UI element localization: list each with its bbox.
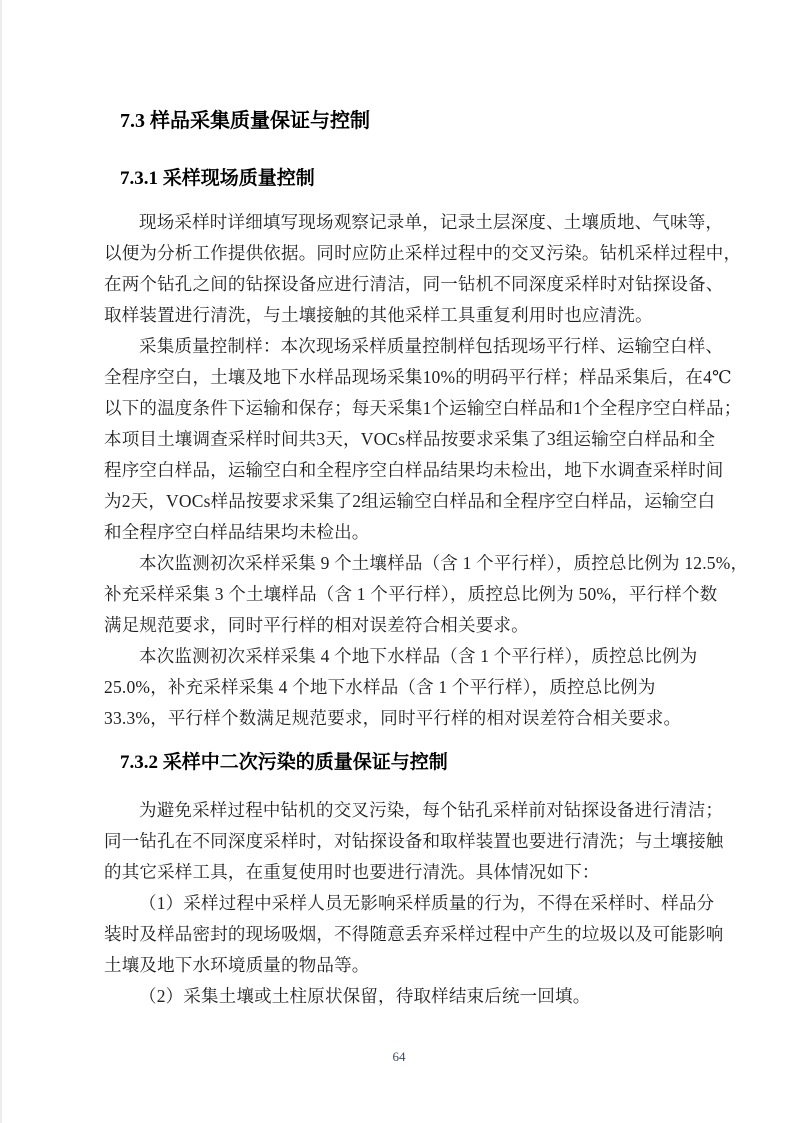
text-line: 本项目土壤调查采样时间共3天，VOCs样品按要求采集了3组运输空白样品和全 xyxy=(104,429,716,449)
text-line: 33.3%，平行样个数满足规范要求，同时平行样的相对误差符合相关要求。 xyxy=(104,708,682,728)
paragraph-soil-samples xyxy=(104,548,749,641)
paragraph-item-1 xyxy=(104,888,724,981)
text-line: 装时及样品密封的现场吸烟，不得随意丢弃采样过程中产生的垃圾以及可能影响 xyxy=(104,924,724,944)
text-line: 同一钻孔在不同深度采样时，对钻探设备和取样装置也要进行清洗；与土壤接触 xyxy=(104,831,724,851)
section-heading-7-3-1: 7.3.1 采样现场质量控制 xyxy=(120,168,315,189)
text-line: 现场采样时详细填写现场观察记录单，记录土层深度、土壤质地、气味等， xyxy=(139,212,724,232)
page-footer xyxy=(2,1048,794,1066)
text-line: 土壤及地下水环境质量的物品等。 xyxy=(104,955,370,975)
text-line: 满足规范要求，同时平行样的相对误差符合相关要求。 xyxy=(104,615,529,635)
page-content xyxy=(104,108,749,1012)
text-line: 25.0%，补充采样采集 4 个地下水样品（含 1 个平行样），质控总比例为 xyxy=(104,677,656,697)
text-line: 本次监测初次采样采集 9 个土壤样品（含 1 个平行样），质控总比例为 12.5%， xyxy=(139,553,749,573)
text-line: 程序空白样品，运输空白和全程序空白样品结果均未检出，地下水调查采样时间 xyxy=(104,460,724,480)
text-line: 为2天，VOCs样品按要求采集了2组运输空白样品和全程序空白样品，运输空白 xyxy=(104,491,716,511)
text-line: 全程序空白，土壤及地下水样品现场采集10%的明码平行样；样品采集后，在4℃ xyxy=(104,367,732,387)
text-line: （1）采样过程中采样人员无影响采样质量的行为，不得在采样时、样品分 xyxy=(139,893,715,913)
text-line: 取样装置进行清洗，与土壤接触的其他采样工具重复利用时也应清洗。 xyxy=(104,305,653,325)
text-line: 以下的温度条件下运输和保存；每天采集1个运输空白样品和1个全程序空白样品； xyxy=(104,398,742,418)
paragraph-qc-samples xyxy=(104,331,742,548)
paragraph-cross-contamination xyxy=(104,795,724,888)
paragraph-item-2 xyxy=(104,981,724,1012)
paragraph-field-sampling xyxy=(104,207,742,331)
text-line: 和全程序空白样品结果均未检出。 xyxy=(104,522,370,542)
text-line: 补充采样采集 3 个土壤样品（含 1 个平行样），质控总比例为 50%，平行样个数 xyxy=(104,584,718,604)
text-line: 的其它采样工具，在重复使用时也要进行清洗。具体情况如下： xyxy=(104,862,600,882)
page-number: 64 xyxy=(392,1049,406,1064)
text-line: 本次监测初次采样采集 4 个地下水样品（含 1 个平行样），质控总比例为 xyxy=(139,646,698,666)
section-heading-7-3: 7.3 样品采集质量保证与控制 xyxy=(120,110,370,132)
text-line: 为避免采样过程中钻机的交叉污染，每个钻孔采样前对钻探设备进行清洁； xyxy=(139,800,724,820)
paragraph-groundwater-samples xyxy=(104,641,724,734)
text-line: 以便为分析工作提供依据。同时应防止采样过程中的交叉污染。钻机采样过程中， xyxy=(104,243,742,263)
text-line: 在两个钻孔之间的钻探设备应进行清洁，同一钻机不同深度采样时对钻探设备、 xyxy=(104,274,724,294)
section-heading-7-3-2: 7.3.2 采样中二次污染的质量保证与控制 xyxy=(120,752,448,773)
text-line: 采集质量控制样：本次现场采样质量控制样包括现场平行样、运输空白样、 xyxy=(139,336,724,356)
text-line: （2）采集土壤或土柱原状保留，待取样结束后统一回填。 xyxy=(139,986,591,1006)
